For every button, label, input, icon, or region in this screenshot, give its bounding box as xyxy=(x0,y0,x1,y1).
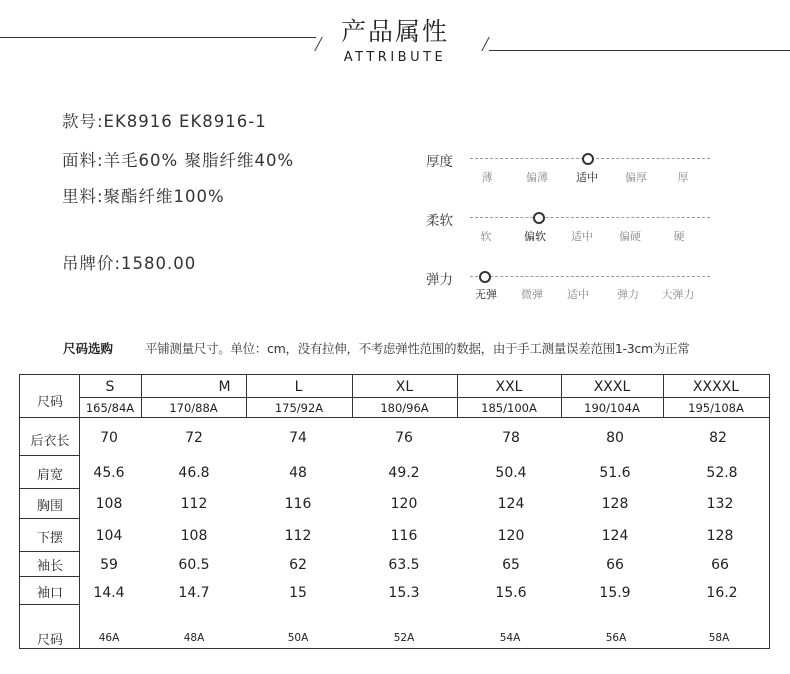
attr-elasticity-option: 弹力 xyxy=(617,288,639,301)
row-label-shoulder: 肩宽 xyxy=(36,468,63,483)
table-cell: 132 xyxy=(706,496,734,512)
table-cell: 52A xyxy=(393,632,415,644)
table-cell: 15.9 xyxy=(599,585,631,601)
row-label-cuff: 袖口 xyxy=(36,586,63,601)
table-cell: 62 xyxy=(289,557,307,573)
table-cell: 59 xyxy=(100,557,118,573)
row-label-chest: 胸围 xyxy=(36,499,63,514)
size-spec: 190/104A xyxy=(584,401,640,415)
table-cell: 124 xyxy=(601,528,629,544)
attr-thickness-option: 偏厚 xyxy=(625,171,647,184)
attr-softness-indicator xyxy=(533,212,545,224)
size-header: L xyxy=(294,379,303,395)
table-cell: 108 xyxy=(180,528,208,544)
table-cell: 120 xyxy=(390,496,418,512)
table-cell: 54A xyxy=(499,632,521,644)
size-header: XXXXL xyxy=(692,379,740,395)
table-cell: 120 xyxy=(497,528,525,544)
table-cell: 66 xyxy=(711,557,729,573)
table-cell: 104 xyxy=(95,528,123,544)
size-guide-title: 尺码选购 xyxy=(63,341,114,356)
table-cell: 72 xyxy=(185,430,203,446)
table-cell: 52.8 xyxy=(706,465,738,481)
table-cell: 112 xyxy=(180,496,208,512)
attr-softness-option: 硬 xyxy=(673,230,685,243)
table-cell: 15.3 xyxy=(388,585,420,601)
attr-elasticity-label: 弹力 xyxy=(426,272,453,288)
attr-elasticity-option: 大弹力 xyxy=(661,288,695,301)
table-cell: 70 xyxy=(100,430,118,446)
product-fabric: 面料:羊毛60% 聚脂纤维40% xyxy=(62,151,295,170)
table-cell: 48A xyxy=(183,632,205,644)
page-subtitle: ATTRIBUTE xyxy=(343,50,447,65)
table-row-divider xyxy=(20,604,80,605)
table-cell: 49.2 xyxy=(388,465,420,481)
attr-thickness-label: 厚度 xyxy=(426,154,453,170)
table-cell: 15.6 xyxy=(495,585,527,601)
table-cell: 116 xyxy=(284,496,312,512)
table-cell: 112 xyxy=(284,528,312,544)
table-row-divider xyxy=(20,417,769,418)
table-cell: 66 xyxy=(606,557,624,573)
table-cell: 116 xyxy=(390,528,418,544)
table-row-divider xyxy=(20,551,80,552)
attr-thickness-option: 薄 xyxy=(481,171,493,184)
table-row-divider xyxy=(20,488,80,489)
table-corner-label: 尺码 xyxy=(36,395,63,410)
attr-softness-label: 柔软 xyxy=(426,213,453,229)
size-header: XXXL xyxy=(593,379,631,395)
table-cell: 58A xyxy=(708,632,730,644)
attr-thickness-indicator xyxy=(582,153,594,165)
size-spec: 170/88A xyxy=(169,401,218,415)
attr-elasticity-indicator xyxy=(479,271,491,283)
table-cell: 78 xyxy=(502,430,520,446)
product-model: 款号:EK8916 EK8916-1 xyxy=(62,112,267,131)
row-label-hem: 下摆 xyxy=(36,531,63,546)
size-spec: 165/84A xyxy=(85,401,135,415)
table-cell: 63.5 xyxy=(388,557,420,573)
size-header: S xyxy=(105,379,115,395)
table-cell: 124 xyxy=(497,496,525,512)
attr-elasticity-option-selected: 无弹 xyxy=(475,288,497,301)
size-guide-note: 平铺测量尺寸。单位：cm，没有拉伸，不考虑弹性范围的数据，由于手工测量误差范围1-3cm为正常 xyxy=(145,341,690,356)
table-cell: 45.6 xyxy=(93,465,125,481)
table-cell: 51.6 xyxy=(599,465,631,481)
attr-softness-option: 偏硬 xyxy=(619,230,641,243)
table-cell: 14.7 xyxy=(178,585,210,601)
table-cell: 16.2 xyxy=(706,585,738,601)
table-cell: 50.4 xyxy=(495,465,527,481)
table-row-divider xyxy=(20,576,80,577)
attr-softness-option: 软 xyxy=(480,230,492,243)
size-header: M xyxy=(218,379,231,395)
attr-elasticity-track xyxy=(470,276,710,277)
row-label-back-length: 后衣长 xyxy=(30,434,70,449)
attr-softness-option: 适中 xyxy=(571,230,593,243)
attr-thickness-option: 偏薄 xyxy=(526,171,548,184)
table-cell: 82 xyxy=(709,430,727,446)
table-row-divider xyxy=(20,455,80,456)
table-cell: 48 xyxy=(289,465,307,481)
size-header: XL xyxy=(395,379,414,395)
size-header: XXL xyxy=(495,379,523,395)
table-cell: 74 xyxy=(289,430,307,446)
size-table xyxy=(19,374,770,649)
page-title: 产品属性 xyxy=(340,17,449,46)
table-cell: 14.4 xyxy=(93,585,125,601)
table-cell: 60.5 xyxy=(178,557,210,573)
attr-softness-track xyxy=(470,217,710,218)
size-spec: 185/100A xyxy=(481,401,537,415)
attr-softness-option-selected: 偏软 xyxy=(524,230,546,243)
table-cell: 56A xyxy=(605,632,627,644)
table-cell: 108 xyxy=(95,496,123,512)
table-cell: 50A xyxy=(287,632,309,644)
size-spec: 180/96A xyxy=(380,401,429,415)
table-cell: 46.8 xyxy=(178,465,210,481)
table-cell: 76 xyxy=(395,430,413,446)
row-label-size-code: 尺码 xyxy=(36,633,63,648)
size-spec: 175/92A xyxy=(274,401,324,415)
table-cell: 46A xyxy=(98,632,120,644)
attr-elasticity-option: 微弹 xyxy=(521,288,543,301)
attr-thickness-option: 厚 xyxy=(677,171,689,184)
table-cell: 80 xyxy=(606,430,624,446)
table-cell: 128 xyxy=(601,496,629,512)
row-label-sleeve-length: 袖长 xyxy=(36,559,63,574)
attr-thickness-option-selected: 适中 xyxy=(576,171,598,184)
attr-elasticity-option: 适中 xyxy=(567,288,589,301)
table-row-divider xyxy=(20,518,80,519)
product-price: 吊牌价:1580.00 xyxy=(62,254,197,273)
size-spec: 195/108A xyxy=(688,401,744,415)
table-row-divider xyxy=(79,397,769,398)
product-lining: 里料:聚酯纤维100% xyxy=(62,187,225,206)
table-cell: 65 xyxy=(502,557,520,573)
table-cell: 128 xyxy=(706,528,734,544)
table-cell: 15 xyxy=(289,585,307,601)
